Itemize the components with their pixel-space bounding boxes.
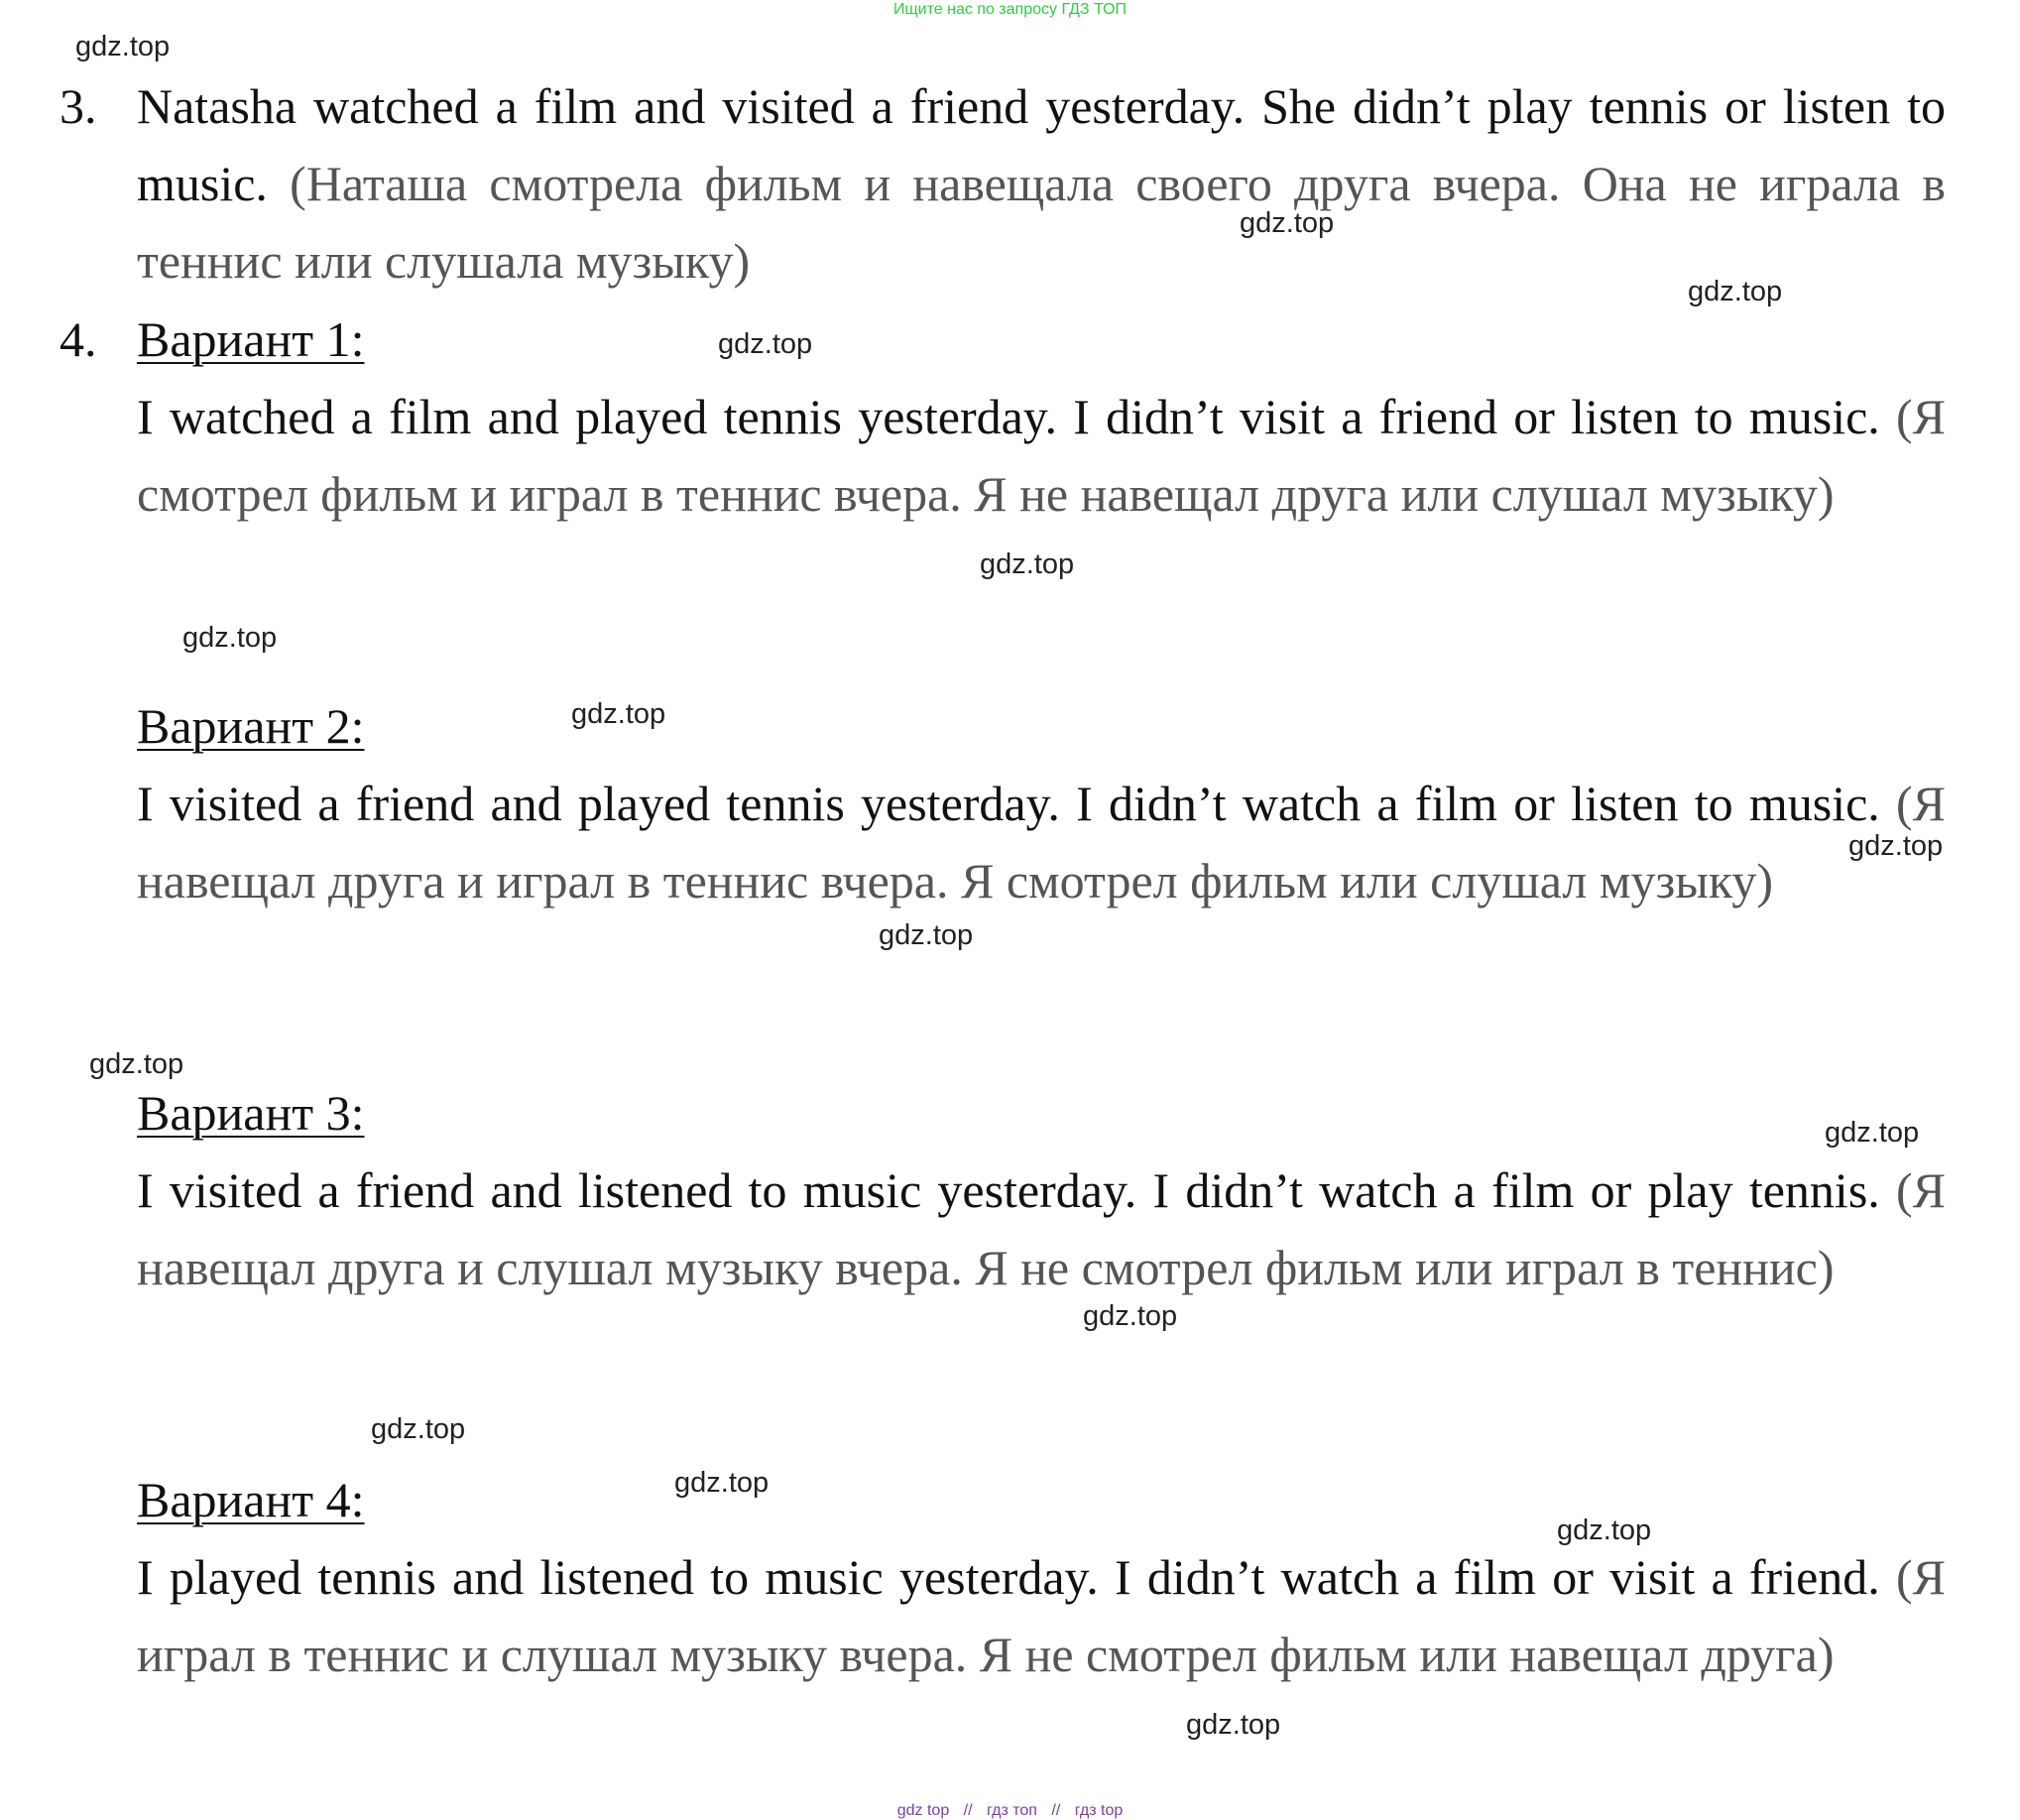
- watermark: gdz.top: [1848, 830, 1944, 862]
- variant-2-label: Вариант 2:: [137, 698, 365, 754]
- variant-3-label: Вариант 3:: [137, 1085, 365, 1141]
- watermark: gdz.top: [718, 328, 813, 360]
- watermark: gdz.top: [879, 919, 974, 951]
- variant-2-english: I visited a friend and played tennis yesterday. I didn’t watch a film or listen to music.: [137, 776, 1880, 831]
- footer-separator: //: [1051, 1802, 1061, 1819]
- watermark: gdz.top: [1688, 276, 1783, 307]
- watermark: gdz.top: [980, 548, 1075, 580]
- item-number-3: 3.: [59, 78, 97, 134]
- footer-part-1: gdz top: [896, 1802, 950, 1819]
- top-banner: Ищите нас по запросу ГДЗ ТОП: [893, 1, 1127, 18]
- item-3-paragraph: [137, 67, 1946, 300]
- variant-1-english: I watched a film and played tennis yesterday. I didn’t visit a friend or listen to music.: [137, 389, 1880, 444]
- variant-4-paragraph: [137, 1538, 1946, 1693]
- variant-1-russian: (Я смотрел фильм и играл в теннис вчера. Я не навещал друга или слушал музыку): [137, 389, 1947, 522]
- variant-1-label: Вариант 1:: [137, 311, 365, 367]
- watermark: gdz.top: [182, 622, 278, 654]
- watermark: gdz.top: [1825, 1117, 1920, 1149]
- watermark: gdz.top: [89, 1048, 184, 1080]
- variant-4-english: I played tennis and listened to music yesterday. I didn’t watch a film or visit a friend.: [137, 1549, 1880, 1605]
- item-3-russian: (Наташа смотрела фильм и навещала своего друга вчера. Она не играла в теннис или слушала музыку): [137, 156, 1947, 289]
- watermark: gdz.top: [571, 698, 666, 730]
- item-number-4: 4.: [59, 311, 97, 367]
- variant-2-paragraph: [137, 765, 1946, 919]
- watermark: gdz.top: [371, 1413, 466, 1445]
- variant-3-russian: (Я навещал друга и слушал музыку вчера. Я не смотрел фильм или играл в теннис): [137, 1162, 1947, 1295]
- watermark: gdz.top: [75, 31, 171, 62]
- footer-separator: //: [963, 1802, 973, 1819]
- bottom-banner: [0, 1802, 2020, 1820]
- footer-part-3: гдз top: [1074, 1802, 1124, 1819]
- watermark: gdz.top: [1557, 1515, 1652, 1546]
- watermark: gdz.top: [674, 1467, 770, 1499]
- watermark: gdz.top: [1240, 207, 1335, 239]
- footer-part-2: гдз топ: [987, 1802, 1037, 1819]
- variant-2-russian: (Я навещал друга и играл в теннис вчера. Я смотрел фильм или слушал музыку): [137, 776, 1947, 909]
- watermark: gdz.top: [1083, 1300, 1178, 1332]
- variant-4-russian: (Я играл в теннис и слушал музыку вчера. Я не смотрел фильм или навещал друга): [137, 1549, 1947, 1682]
- variant-4-label: Вариант 4:: [137, 1472, 365, 1527]
- variant-3-paragraph: [137, 1152, 1946, 1306]
- variant-1-paragraph: [137, 378, 1946, 533]
- watermark: gdz.top: [1186, 1709, 1281, 1741]
- variant-3-english: I visited a friend and listened to music yesterday. I didn’t watch a film or play tennis.: [137, 1162, 1880, 1218]
- item-3-english: Natasha watched a film and visited a friend yesterday. She didn’t play tennis or listen to music.: [137, 78, 1946, 211]
